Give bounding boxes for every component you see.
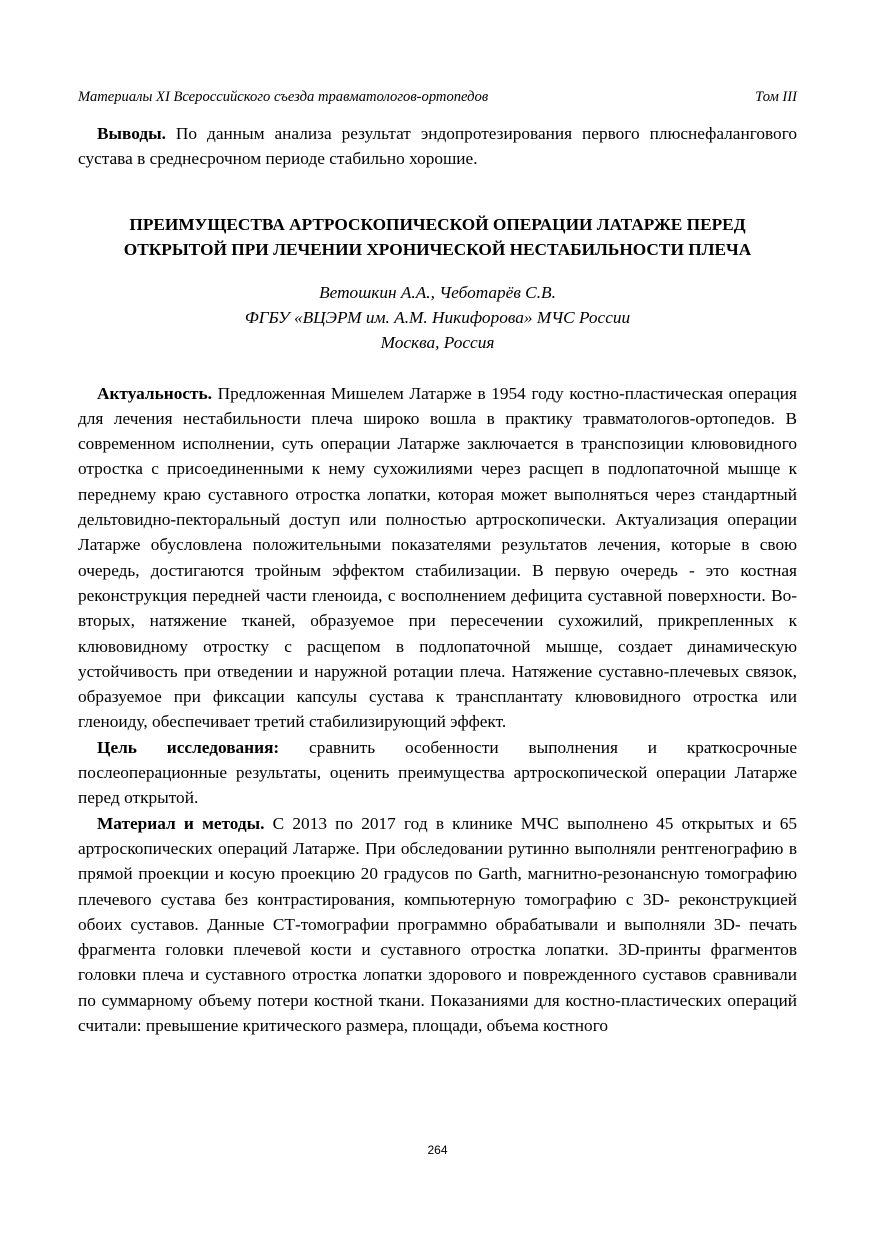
page-number: 264 <box>427 1143 448 1157</box>
relevance-label: Актуальность. <box>97 383 212 403</box>
conclusion-paragraph <box>78 121 797 172</box>
relevance-text: Предложенная Мишелем Латарже в 1954 году костно-пластическая операция для лечения нестабильности плеча широко вошла в практику травматологов-ортопедов. В современном исполнении, суть операции Латарже заключается в транспозиции клювовидного отростка с присоединенными к нему сухожилиями через расщеп в подлопаточной мышце к переднему краю суставного отростка лопатки, которая может выполняться через стандартный дельтовидно-пекторальный доступ или полностью артроскопически. Актуализация операции Латарже обусловлена положительными показателями результатов лечения, которые в свою очередь, достигаются тройным эффектом стабилизации. В первую очередь - это костная реконструкция передней части гленоида, с восполнением дефицита суставной поверхности. Во-вторых, натяжение тканей, образуемое при пересечении сухожилий, прикрепленных к клювовидному отростку с расщепом в подлопаточной мышце, создает динамическую устойчивость при отведении и наружной ротации плеча. Натяжение суставно-плечевых связок, образуемое при фиксации капсулы сустава к трансплантату клювовидного отростка или гленоиду, обеспечивает третий стабилизирующий эффект. <box>78 383 797 732</box>
methods-paragraph <box>78 811 797 1039</box>
methods-label: Материал и методы. <box>97 813 265 833</box>
conclusion-text: По данным анализа результат эндопротезирования первого плюснефалангового сустава в среднесрочном периоде стабильно хорошие. <box>78 124 797 169</box>
spacer <box>78 355 797 381</box>
journal-title: Материалы XI Всероссийского съезда травматологов-ортопедов <box>78 89 489 105</box>
aim-text: сравнить особенности выполнения и краткосрочные послеоперационные результаты, оценить преимущества артроскопической операции Латарже перед открытой. <box>78 737 797 808</box>
article-title-line1: ПРЕИМУЩЕСТВА АРТРОСКОПИЧЕСКОЙ ОПЕРАЦИИ ЛАТАРЖЕ ПЕРЕД <box>129 214 746 234</box>
article-title <box>78 212 797 262</box>
aim-paragraph <box>78 735 797 811</box>
relevance-paragraph <box>78 381 797 735</box>
location: Москва, Россия <box>380 332 495 352</box>
volume-label: Том III <box>755 89 797 105</box>
affiliation: ФГБУ «ВЦЭРМ им. А.М. Никифорова» МЧС России <box>244 307 631 327</box>
aim-label: Цель исследования: <box>97 737 280 757</box>
article-title-line2: ОТКРЫТОЙ ПРИ ЛЕЧЕНИИ ХРОНИЧЕСКОЙ НЕСТАБИЛЬНОСТИ ПЛЕЧА <box>123 239 752 259</box>
author-block <box>78 280 797 355</box>
conclusion-label: Выводы. <box>97 124 166 143</box>
authors: Ветошкин А.А., Чеботарёв С.В. <box>319 282 556 302</box>
methods-text: С 2013 по 2017 год в клинике МЧС выполнено 45 открытых и 65 артроскопических операций Латарже. При обследовании рутинно выполняли рентгенографию в прямой проекции и косую проекцию 20 градусов по Garth, магнитно-резонансную томографию плечевого сустава без контрастирования, компьютерную томографию с 3D- реконструкцией обоих суставов. Данные СТ-томографии программно обрабатывали и выполняли 3D- печать фрагмента головки плечевой кости и суставного отростка лопатки. 3D-принты фрагментов головки плеча и суставного отростка лопатки здорового и поврежденного суставов сравнивали по суммарному объему потери костной ткани. Показаниями для костно-пластических операций считали: превышение критического размера, площади, объема костного <box>78 813 797 1036</box>
page-body <box>78 121 797 1038</box>
